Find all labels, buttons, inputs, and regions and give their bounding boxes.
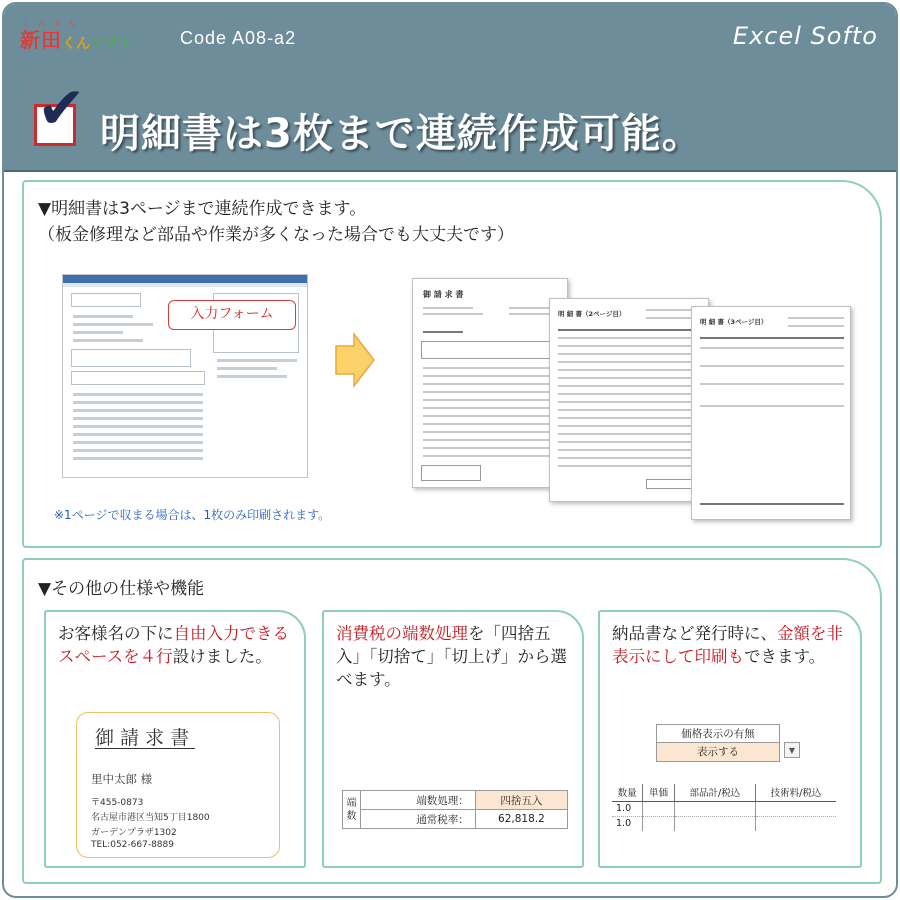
sheet-line xyxy=(423,331,463,333)
sheet-line xyxy=(423,431,559,433)
table-cell xyxy=(674,801,755,816)
form-block xyxy=(71,349,191,367)
sheet-line xyxy=(423,399,559,401)
feature-hide-price-box xyxy=(598,610,862,868)
checkmark-icon: ✔ xyxy=(37,74,86,142)
form-line xyxy=(73,323,153,326)
sheet3-title: 明 細 書（3ページ目） xyxy=(700,318,768,326)
section2-heading: ▼その他の仕様や機能 xyxy=(38,579,205,599)
sheet-line xyxy=(558,433,702,435)
form-line xyxy=(73,417,203,420)
feature1-text-b: 設けました。 xyxy=(172,647,272,666)
form-line xyxy=(73,331,123,334)
product-code: Code A08-a2 xyxy=(180,28,297,48)
sheet-line xyxy=(423,439,559,441)
form-block xyxy=(71,371,205,385)
shinden-kun-soft-logo xyxy=(20,19,132,53)
form-line xyxy=(73,449,203,452)
page-frame xyxy=(2,2,898,898)
form-line xyxy=(217,367,277,370)
sheet-line xyxy=(558,329,702,331)
sheet-line xyxy=(423,383,559,385)
form-line xyxy=(73,441,203,444)
sheet-line xyxy=(700,405,844,407)
feature1-text xyxy=(58,622,292,668)
sheet-line xyxy=(558,361,702,363)
table-row xyxy=(612,816,836,831)
sheet-line xyxy=(700,365,844,367)
form-line xyxy=(73,457,203,460)
sheet-line xyxy=(788,317,844,319)
page-title: 明細書は3枚まで連続作成可能。 xyxy=(100,111,703,157)
sheet-line xyxy=(558,417,702,419)
invoice-title: 御請求書 xyxy=(95,727,196,749)
sheet-line xyxy=(423,415,559,417)
feature1-text-highlight: 自由入力できるスペースを４行 xyxy=(58,624,289,666)
logo-ruby: しんでん xyxy=(23,19,83,28)
sheet1-title: 御 請 求 書 xyxy=(423,290,464,299)
multi-page-panel xyxy=(22,180,882,548)
sheet-line xyxy=(423,407,559,409)
single-page-note: ※1ページで収まる場合は、1枚のみ印刷されます。 xyxy=(54,508,331,522)
sheet-line xyxy=(423,423,559,425)
feature3-text-a: 納品書など発行時に、 xyxy=(612,624,777,643)
sheet-line xyxy=(700,347,844,349)
sheet-line xyxy=(558,385,702,387)
form-line xyxy=(217,359,297,362)
address-line: TEL:052-667-8889 xyxy=(91,840,174,850)
customer-name: 里中太郎 様 xyxy=(91,772,153,786)
sheet-line xyxy=(700,383,844,385)
sheet2-title: 明 細 書（2ページ目） xyxy=(558,310,626,318)
feature-free-input-box xyxy=(44,610,306,868)
address-line: ガーデンプラザ1302 xyxy=(91,828,177,838)
logo-shin: 新 xyxy=(20,28,40,52)
feature2-text-highlight: 消費税の端数処理 xyxy=(336,624,468,643)
table-cell xyxy=(643,816,674,831)
sheet-line xyxy=(423,367,559,369)
table-row xyxy=(612,801,836,816)
sheet-line xyxy=(558,353,702,355)
sheet-line xyxy=(558,337,702,339)
address-line: 〒455-0873 xyxy=(91,798,144,808)
form-line xyxy=(73,401,203,404)
sheet-line xyxy=(558,441,702,443)
sheet-line xyxy=(558,425,702,427)
form-line xyxy=(217,375,287,378)
form-titlebar xyxy=(63,275,307,283)
sheet-line xyxy=(788,325,844,327)
sheet-line xyxy=(558,465,702,467)
other-features-panel xyxy=(22,558,882,884)
table-cell xyxy=(756,801,836,816)
sheet-line xyxy=(423,313,483,315)
section1-subheading: （板金修理など部品や作業が多くなった場合でも大丈夫です） xyxy=(38,225,514,245)
tax-rate-label: 通常税率： xyxy=(361,810,476,829)
feature1-text-a: お客様名の下に xyxy=(58,624,174,643)
rounding-select[interactable]: 四捨五入 xyxy=(475,791,567,810)
section1-heading: ▼明細書は3ページまで連続作成できます。 xyxy=(38,199,367,219)
sheet-line xyxy=(558,369,702,371)
sheet-line xyxy=(700,503,844,505)
form-line xyxy=(73,393,203,396)
feature2-text-b: を「四捨五入」「切捨て」「切上げ」から選べます。 xyxy=(336,624,567,689)
sheet-line xyxy=(423,307,473,309)
sheet-line xyxy=(558,449,702,451)
item-columns-table xyxy=(612,784,836,831)
logo-den: 田 xyxy=(41,28,61,52)
sheet-line xyxy=(700,337,844,339)
tax-side-label: 端数 xyxy=(343,791,361,829)
invoice-preview-card xyxy=(76,712,280,858)
sheet-line xyxy=(558,377,702,379)
tax-rounding-table xyxy=(342,790,568,829)
address-line: 名古屋市港区当知5丁目1800 xyxy=(91,813,210,823)
input-form-label: 入力フォーム xyxy=(168,300,296,330)
sheet-line xyxy=(423,391,559,393)
invoice-page-1 xyxy=(412,278,568,488)
tax-rate-value: 62,818.2 xyxy=(475,810,567,829)
form-line xyxy=(73,339,143,342)
sheet-line xyxy=(558,401,702,403)
column-header: 単価 xyxy=(643,784,674,801)
table-cell: 1.0 xyxy=(616,818,632,830)
sheet-line xyxy=(558,393,702,395)
price-display-setting xyxy=(656,724,780,762)
logo-soft: ソフト xyxy=(90,36,132,52)
arrow-shape xyxy=(336,334,374,386)
column-header: 部品計/税込 xyxy=(674,784,755,801)
checkbox-icon xyxy=(34,74,86,146)
form-ribbon xyxy=(63,283,307,287)
excel-softo-brand: Excel Softo xyxy=(732,22,878,50)
chevron-down-icon[interactable]: ▼ xyxy=(784,742,800,758)
logo-kun: くん xyxy=(62,36,90,52)
form-line xyxy=(73,433,203,436)
sheet-box xyxy=(421,341,561,359)
form-line xyxy=(73,315,133,318)
column-header: 数量 xyxy=(612,784,643,801)
column-header: 技術料/税込 xyxy=(756,784,836,801)
invoice-page-2 xyxy=(549,298,709,502)
feature3-text-b: できます。 xyxy=(744,647,826,666)
form-line xyxy=(73,409,203,412)
form-line xyxy=(73,425,203,428)
sheet-line xyxy=(423,375,559,377)
table-cell xyxy=(756,816,836,831)
feature3-text-highlight: 金額を非表示にして印刷も xyxy=(612,624,843,666)
sheet-line xyxy=(558,409,702,411)
table-cell xyxy=(643,801,674,816)
table-cell: 1.0 xyxy=(612,801,643,816)
sheet-box xyxy=(421,465,481,481)
sheet-line xyxy=(509,313,549,315)
invoice-page-3 xyxy=(691,306,851,520)
sheet-line xyxy=(423,447,559,449)
price-display-select[interactable]: 表示する xyxy=(657,743,779,761)
sheet-line xyxy=(423,455,559,457)
right-arrow-icon xyxy=(332,332,376,388)
price-display-header: 価格表示の有無 xyxy=(657,725,779,743)
feature3-text xyxy=(612,622,848,668)
sheet-line xyxy=(558,345,702,347)
form-block xyxy=(71,293,141,307)
rounding-label: 端数処理： xyxy=(361,791,476,810)
feature-tax-rounding-box xyxy=(322,610,584,868)
feature2-text xyxy=(336,622,570,691)
table-cell xyxy=(674,816,755,831)
sheet-line xyxy=(558,457,702,459)
header-banner xyxy=(4,4,896,172)
